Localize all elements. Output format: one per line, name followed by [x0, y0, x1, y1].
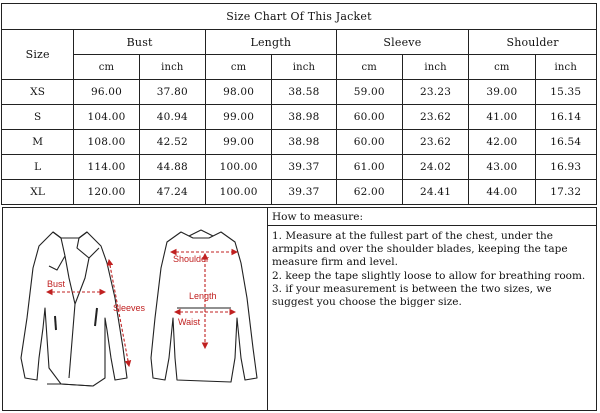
measurement-cell: 39.37: [272, 155, 336, 180]
measurement-cell: 96.00: [74, 80, 139, 105]
unit-header: cm: [74, 55, 139, 80]
bust-label: Bust: [47, 279, 66, 289]
unit-header: inch: [535, 55, 596, 80]
measurement-cell: 47.24: [139, 180, 205, 205]
measurement-cell: 44.00: [469, 180, 535, 205]
measurement-cell: 61.00: [336, 155, 402, 180]
measurement-cell: 38.98: [272, 105, 336, 130]
size-cell: S: [2, 105, 74, 130]
measurement-cell: 42.00: [469, 130, 535, 155]
measure-section: [2, 207, 597, 411]
group-header-length: Length: [205, 30, 336, 55]
unit-header: inch: [402, 55, 468, 80]
measurement-cell: 39.37: [272, 180, 336, 205]
size-column-header: Size: [2, 30, 74, 80]
measurement-cell: 59.00: [336, 80, 402, 105]
measurement-cell: 120.00: [74, 180, 139, 205]
group-header-bust: Bust: [74, 30, 206, 55]
unit-header: inch: [272, 55, 336, 80]
measurement-cell: 23.62: [402, 130, 468, 155]
measurement-cell: 100.00: [205, 180, 271, 205]
measurement-cell: 60.00: [336, 130, 402, 155]
measurement-cell: 39.00: [469, 80, 535, 105]
measurement-cell: 44.88: [139, 155, 205, 180]
table-row: [2, 130, 597, 155]
group-header-shoulder: Shoulder: [469, 30, 597, 55]
measurement-cell: 16.93: [535, 155, 596, 180]
instructions-panel: [268, 208, 596, 410]
measurement-cell: 42.52: [139, 130, 205, 155]
measurement-cell: 16.54: [535, 130, 596, 155]
measurement-cell: 62.00: [336, 180, 402, 205]
size-cell: XS: [2, 80, 74, 105]
measurement-cell: 104.00: [74, 105, 139, 130]
measurement-cell: 24.02: [402, 155, 468, 180]
measurement-cell: 43.00: [469, 155, 535, 180]
measurement-cell: 17.32: [535, 180, 596, 205]
table-row: [2, 180, 597, 205]
measurement-cell: 99.00: [205, 105, 271, 130]
measurement-cell: 114.00: [74, 155, 139, 180]
shoulder-label: Shoulder: [173, 254, 210, 264]
measurement-cell: 24.41: [402, 180, 468, 205]
measurement-cell: 100.00: [205, 155, 271, 180]
size-chart-table: [1, 3, 597, 205]
jacket-illustration: [3, 208, 268, 410]
front-jacket-drawing: [21, 232, 127, 386]
size-cell: XL: [2, 180, 74, 205]
instruction-step: 2. keep the tape slightly loose to allow for breathing room.: [272, 269, 586, 282]
measurement-cell: 38.98: [272, 130, 336, 155]
sleeves-label: Sleeves: [113, 303, 146, 313]
unit-header: cm: [469, 55, 535, 80]
measurement-cell: 98.00: [205, 80, 271, 105]
unit-header: cm: [336, 55, 402, 80]
size-cell: L: [2, 155, 74, 180]
measurement-cell: 40.94: [139, 105, 205, 130]
measurement-cell: 99.00: [205, 130, 271, 155]
back-jacket-drawing: [151, 230, 257, 382]
measurement-cell: 23.62: [402, 105, 468, 130]
how-to-measure-heading: How to measure:: [268, 208, 596, 226]
table-row: [2, 155, 597, 180]
table-row: [2, 105, 597, 130]
measurement-cell: 41.00: [469, 105, 535, 130]
jacket-diagram: [3, 208, 267, 410]
measurement-cell: 15.35: [535, 80, 596, 105]
size-cell: M: [2, 130, 74, 155]
measurement-cell: 16.14: [535, 105, 596, 130]
waist-label: Waist: [178, 317, 201, 327]
measurement-cell: 108.00: [74, 130, 139, 155]
unit-header: inch: [139, 55, 205, 80]
measurement-cell: 37.80: [139, 80, 205, 105]
instruction-step: 1. Measure at the fullest part of the chest, under the armpits and over the shoulder blades, keeping the tape measure firm and level.: [272, 230, 568, 269]
group-header-sleeve: Sleeve: [336, 30, 469, 55]
measurement-cell: 60.00: [336, 105, 402, 130]
table-row: [2, 80, 597, 105]
measurement-cell: 23.23: [402, 80, 468, 105]
instruction-step: 3. if your measurement is between the two sizes, we suggest you choose the bigger size.: [272, 282, 552, 309]
table-title: Size Chart Of This Jacket: [2, 4, 597, 30]
measurement-cell: 38.58: [272, 80, 336, 105]
length-label: Length: [189, 291, 217, 301]
instruction-steps: [268, 226, 596, 309]
unit-header: cm: [205, 55, 271, 80]
